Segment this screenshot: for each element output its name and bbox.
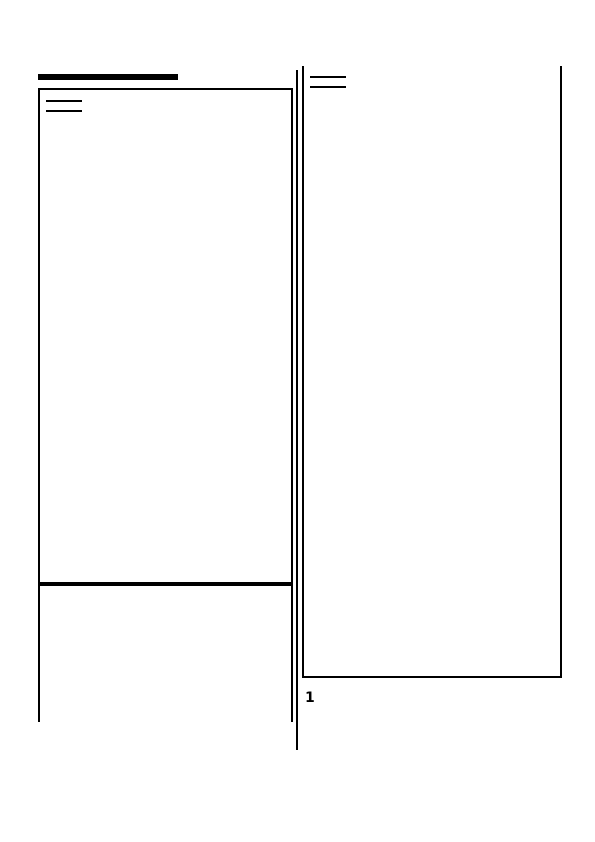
left-box-secondary [38,582,293,722]
right-answer-line-2 [310,86,346,88]
left-answer-line [46,100,82,102]
question-number: 1 [305,690,315,706]
column-divider [296,70,298,750]
right-answer-line [310,76,346,78]
left-heading-bar [38,74,178,80]
right-box [302,66,562,678]
left-box-primary [38,88,293,586]
left-answer-line-2 [46,110,82,112]
